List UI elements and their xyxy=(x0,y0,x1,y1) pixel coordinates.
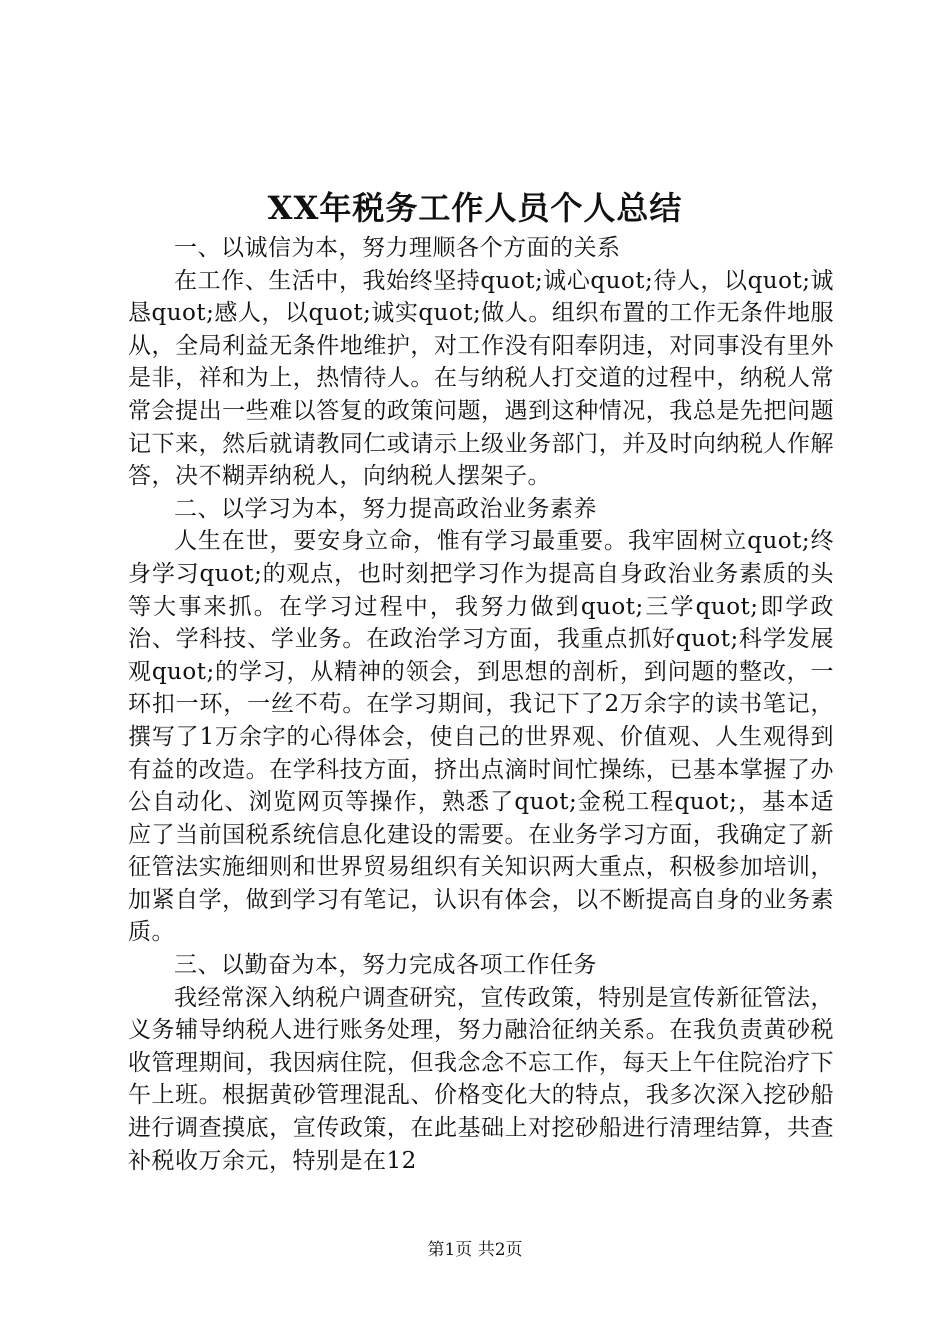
section-body-2: 人生在世，要安身立命，惟有学习最重要。我牢固树立quot;终身学习quot;的观点，也时刻把学习作为提高自身政治业务素质的头等大事来抓。在学习过程中，我努力做到quot;三学quot;即学政治、学科技、学业务。在政治学习方面，我重点抓好quot;科学发展观quot;的学习，从精神的领会，到思想的剖析，到问题的整改，一环扣一环，一丝不苟。在学习期间，我记下了2万余字的读书笔记，撰写了1万余字的心得体会，使自己的世界观、价值观、人生观得到有益的改造。在学科技方面，挤出点滴时间忙操练，已基本掌握了办公自动化、浏览网页等操作，熟悉了quot;金税工程quot;，基本适应了当前国税系统信息化建设的需要。在业务学习方面，我确定了新征管法实施细则和世界贸易组织有关知识两大重点，积极参加培训，加紧自学，做到学习有笔记，认识有体会，以不断提高自身的业务素质。 xyxy=(128,528,834,946)
section-body-3: 我经常深入纳税户调查研究，宣传政策，特别是宣传新征管法，义务辅导纳税人进行账务处理，努力融洽征纳关系。在我负责黄砂税收管理期间，我因病住院，但我念念不忘工作，每天上午住院治疗下午上班。根据黄砂管理混乱、价格变化大的特点，我多次深入挖砂船进行调查摸底，宣传政策，在此基础上对挖砂船进行清理结算，共查补税收万余元，特别是在12 xyxy=(128,984,834,1174)
document-body xyxy=(128,232,834,1177)
section-heading-1: 一、以诚信为本，努力理顺各个方面的关系 xyxy=(174,235,621,261)
document-title: XX年税务工作人员个人总结 xyxy=(267,189,683,227)
section-body-1: 在工作、生活中，我始终坚持quot;诚心quot;待人，以quot;诚恳quot;感人，以quot;诚实quot;做人。组织布置的工作无条件地服从，全局利益无条件地维护，对工作没有阳奉阴违，对同事没有里外是非，祥和为上，热情待人。在与纳税人打交道的过程中，纳税人常常会提出一些难以答复的政策问题，遇到这种情况，我总是先把问题记下来，然后就请教同仁或请示上级业务部门，并及时向纳税人作解答，决不糊弄纳税人，向纳税人摆架子。 xyxy=(128,267,834,490)
section-heading-2: 二、以学习为本，努力提高政治业务素养 xyxy=(174,495,597,522)
section-heading-3: 三、以勤奋为本，努力完成各项工作任务 xyxy=(174,952,597,979)
page-number-footer: 第1页 共2页 xyxy=(427,1240,523,1260)
